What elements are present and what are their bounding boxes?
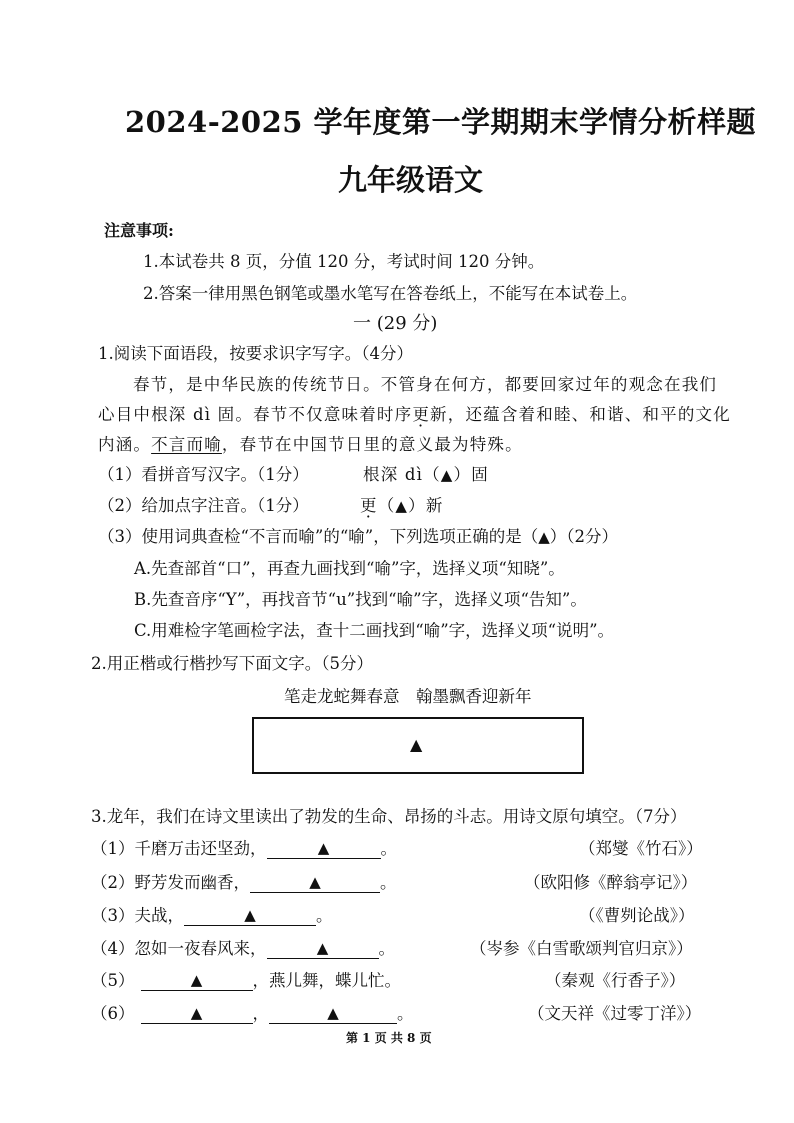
- q3-item-2: [91, 869, 397, 893]
- exam-subtitle: 九年级语文: [338, 163, 484, 197]
- dotted-char: 更: [412, 405, 431, 424]
- q1-sub3-text: （3）使用词典查检“不言而喻”的“喻”，下列选项正确的是（: [98, 527, 539, 546]
- option-c: C.用难检字笔画检字法，查十二画找到“喻”字，选择义项“说明”。: [134, 621, 615, 640]
- item-number: （2）: [91, 873, 135, 892]
- q3-source-1: （郑燮《竹石》）: [579, 839, 703, 858]
- q3-item-1: [91, 835, 397, 859]
- passage-segment: 新，还蕴含着和睦、和谐、和平的文化: [430, 405, 731, 424]
- item-after: 。: [380, 873, 397, 892]
- notice-item-1: 1.本试卷共 8 页，分值 120 分，考试时间 120 分钟。: [143, 252, 545, 271]
- q1-passage-line-3: [98, 431, 523, 455]
- answer-marker-icon: ▲: [190, 1004, 203, 1022]
- q1-sub1: （1）看拼音写汉字。（1分）: [98, 465, 309, 484]
- item-number: （4）: [91, 939, 135, 958]
- answer-marker-icon: ▲: [410, 735, 423, 754]
- exam-title: 2024-2025 学年度第一学期期末学情分析样题: [125, 105, 757, 139]
- fill-blank[interactable]: [269, 1003, 397, 1024]
- item-after: 。: [378, 939, 395, 958]
- answer-marker-icon: ▲: [309, 873, 321, 891]
- underlined-phrase: 不言而喻: [151, 435, 222, 454]
- q1-passage-line-1: 春节，是中华民族的传统节日。不管身在何方，都要回家过年的观念在我们: [133, 375, 718, 394]
- passage-segment: 心目中根深 dì 固。春节不仅意味着时序: [98, 405, 413, 424]
- section-heading: 一 (29 分): [353, 313, 438, 334]
- q3-item-3: [91, 902, 333, 926]
- fill-blank[interactable]: [267, 838, 381, 859]
- q1-sub1-answer[interactable]: [363, 461, 489, 485]
- item-number: （5）: [91, 971, 135, 990]
- q2-prompt: 2.用正楷或行楷抄写下面文字。（5分）: [91, 654, 373, 673]
- option-b: B.先查音序“Y”，再找音节“u”找到“喻”字，选择义项“告知”。: [134, 590, 587, 609]
- item-number: （3）: [91, 906, 135, 925]
- item-mid: ，: [252, 1004, 269, 1023]
- notice-heading: 注意事项:: [104, 221, 174, 240]
- page-footer: 第 1 页 共 8 页: [346, 1031, 432, 1045]
- q3-source-5: （秦观《行香子》）: [545, 971, 686, 990]
- answer-suffix: ）新: [408, 496, 444, 515]
- q1-sub3: [98, 523, 618, 547]
- item-number: （6）: [91, 1004, 135, 1023]
- passage-segment: ，春节在中国节日里的意义最为特殊。: [221, 435, 523, 454]
- answer-paren: （: [377, 496, 396, 515]
- fill-blank[interactable]: [141, 1003, 253, 1024]
- answer-marker-icon: ▲: [440, 466, 454, 484]
- fill-blank[interactable]: [250, 872, 380, 893]
- item-after: ，燕儿舞，蝶儿忙。: [252, 971, 401, 990]
- fill-blank[interactable]: [141, 970, 253, 991]
- notice-item-2: 2.答案一律用黑色钢笔或墨水笔写在答卷纸上，不能写在本试卷上。: [143, 284, 638, 303]
- answer-marker-icon: ▲: [395, 497, 409, 515]
- passage-segment: 内涵。: [98, 435, 152, 454]
- answer-prefix: 根深 dì（: [363, 465, 441, 484]
- answer-suffix: ）固: [453, 465, 489, 484]
- item-after: 。: [316, 906, 333, 925]
- q3-source-2: （欧阳修《醉翁亭记》）: [524, 873, 698, 892]
- fill-blank[interactable]: [184, 905, 316, 926]
- q2-copy-text: 笔走龙蛇舞春意 翰墨飘香迎新年: [284, 687, 532, 706]
- q1-sub2: （2）给加点字注音。（1分）: [98, 496, 309, 515]
- item-after: 。: [380, 839, 397, 858]
- answer-marker-icon: ▲: [190, 971, 203, 989]
- item-number: （1）: [91, 839, 135, 858]
- answer-marker-icon: ▲: [327, 1004, 339, 1022]
- q3-item-4: [91, 935, 395, 959]
- item-before: 野芳发而幽香，: [134, 873, 250, 892]
- fill-blank[interactable]: [267, 938, 379, 959]
- q3-item-6: [91, 1000, 414, 1024]
- answer-marker-icon: ▲: [244, 906, 256, 924]
- q3-source-3: （《曹刿论战》）: [579, 906, 695, 925]
- dotted-char: 更: [360, 496, 378, 515]
- q1-prompt: 1.阅读下面语段，按要求识字写字。（4分）: [98, 344, 413, 363]
- answer-marker-icon: ▲: [317, 839, 330, 857]
- q3-source-6: （文天祥《过零丁洋》）: [528, 1004, 702, 1023]
- answer-marker-icon[interactable]: ▲: [538, 528, 550, 546]
- q3-source-4: （岑参《白雪歌颂判官归京》）: [470, 939, 693, 958]
- item-before: 忽如一夜春风来，: [134, 939, 267, 958]
- option-a: A.先查部首“口”，再查九画找到“喻”字，选择义项“知晓”。: [134, 559, 565, 578]
- q1-sub2-answer[interactable]: [360, 492, 444, 516]
- answer-marker-icon: ▲: [316, 939, 329, 957]
- item-before: 千磨万击还坚劲，: [134, 839, 267, 858]
- q1-sub3-suffix: ）（2分）: [549, 527, 619, 546]
- item-after: 。: [397, 1004, 414, 1023]
- handwriting-box[interactable]: [252, 717, 584, 774]
- q1-passage-line-2: [98, 401, 731, 425]
- q3-prompt: 3.龙年，我们在诗文里读出了勃发的生命、昂扬的斗志。用诗文原句填空。（7分）: [91, 807, 687, 826]
- item-before: 夫战，: [134, 906, 184, 925]
- q3-item-5: [91, 967, 401, 991]
